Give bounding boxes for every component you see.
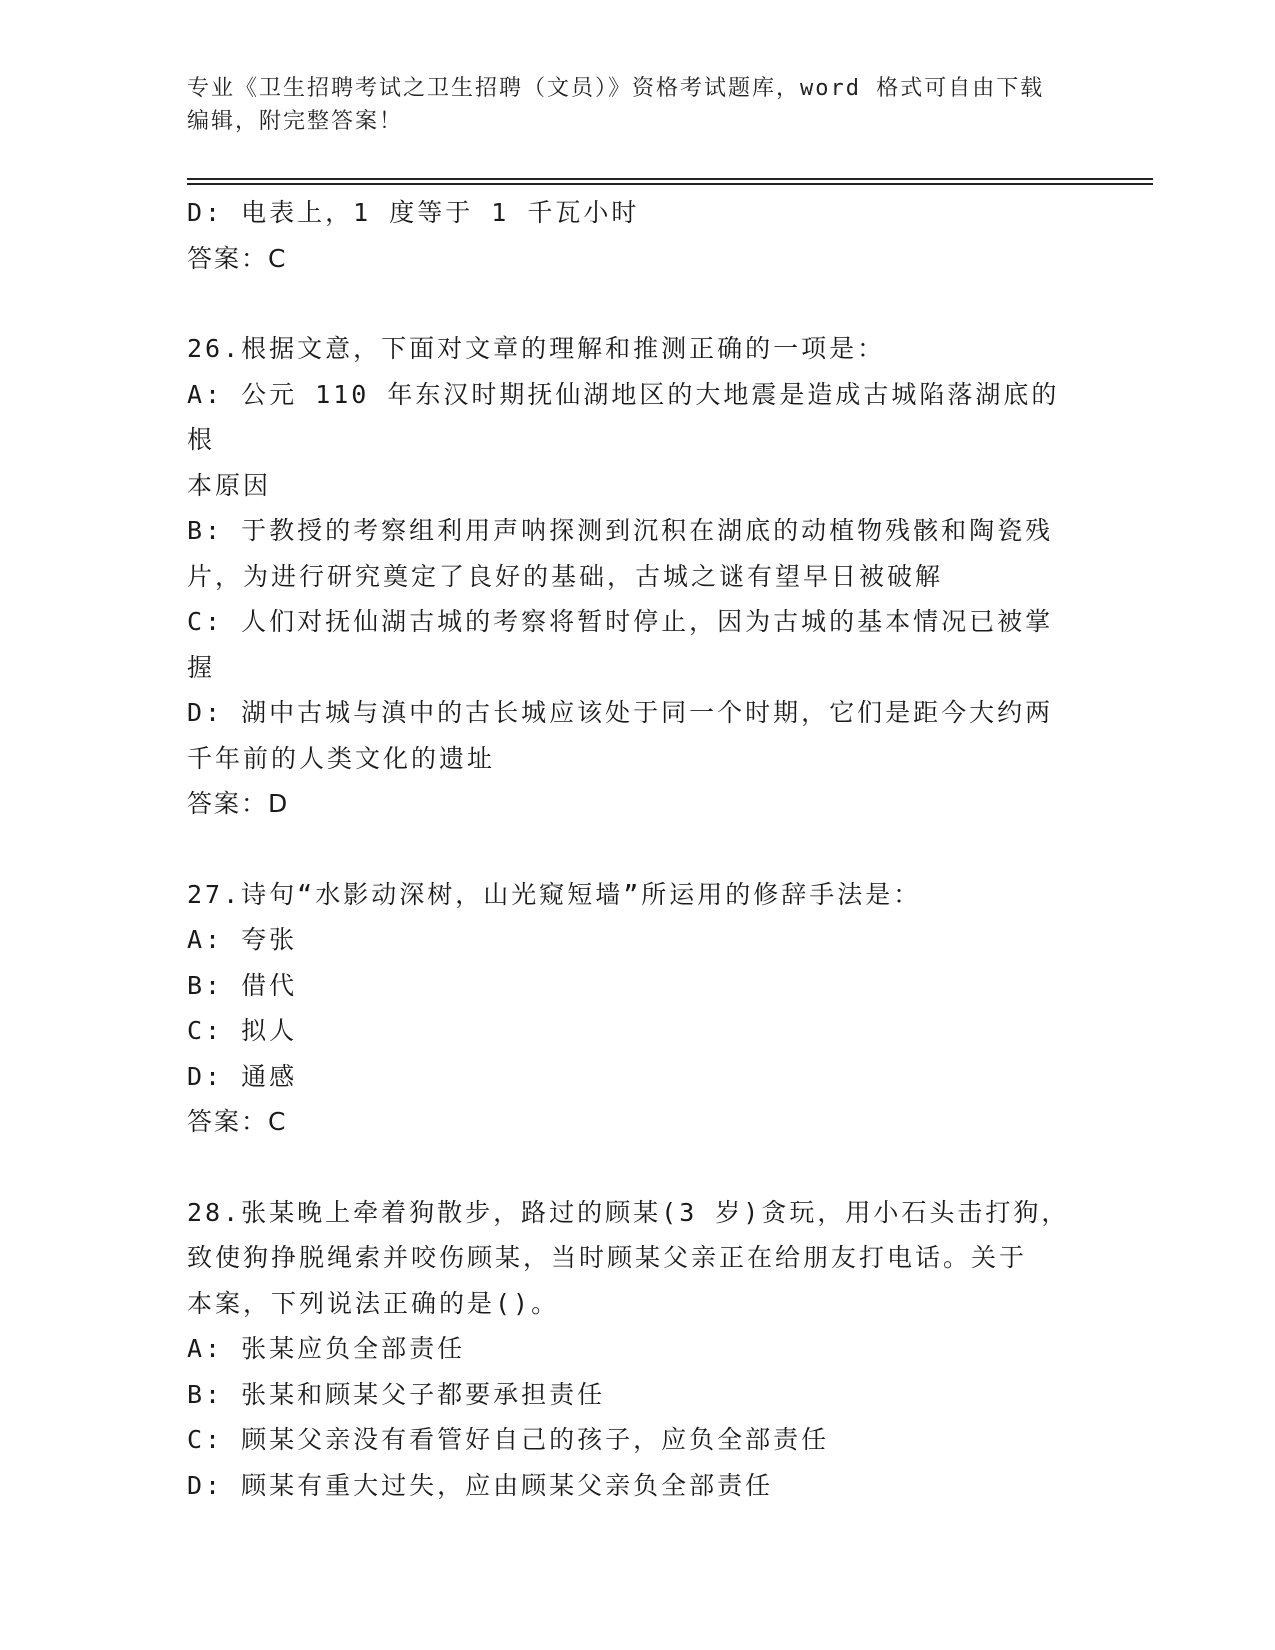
spacer <box>187 1145 1087 1190</box>
q28-question-line2: 致使狗挣脱绳索并咬伤顾某，当时顾某父亲正在给朋友打电话。关于 <box>187 1243 1028 1272</box>
question-28-block <box>187 1190 1087 1509</box>
question-content <box>187 190 1087 1508</box>
header-divider-bottom <box>187 183 1153 185</box>
q26-option-a-line2: 本原因 <box>187 470 272 500</box>
q28-option-b: B: 张某和顾某父子都要承担责任 <box>187 1379 606 1409</box>
q28-option-c: C: 顾某父亲没有看管好自己的孩子，应负全部责任 <box>187 1425 830 1454</box>
q26-option-b-line2: 片，为进行研究奠定了良好的基础，古城之谜有望早日被破解 <box>187 561 944 591</box>
q26-option-c-line1: C: 人们对抚仙湖古城的考察将暂时停止，因为古城的基本情况已被掌 <box>187 607 1054 636</box>
header-line-1: 专业《卫生招聘考试之卫生招聘（文员）》资格考试题库，word 格式可自由下载 <box>187 76 1045 101</box>
q27-option-d: D: 通感 <box>187 1061 298 1091</box>
question-27-block <box>187 872 1087 1145</box>
q25-option-d: D: 电表上，1 度等于 1 千瓦小时 <box>187 198 640 227</box>
question-26-block <box>187 326 1087 827</box>
q28-option-d: D: 顾某有重大过失，应由顾某父亲负全部责任 <box>187 1470 774 1500</box>
q28-question-line3: 本案，下列说法正确的是()。 <box>187 1288 560 1318</box>
question-25-block <box>187 190 1087 281</box>
q28-option-a: A: 张某应负全部责任 <box>187 1334 466 1363</box>
q27-question: 27.诗句“水影动深树，山光窥短墙”所运用的修辞手法是： <box>187 879 922 909</box>
q26-option-a-line1: A: 公元 110 年东汉时期抚仙湖地区的大地震是造成古城陷落湖底的根 <box>187 379 1060 454</box>
spacer <box>187 281 1087 326</box>
q26-option-b-line1: B: 于教授的考察组利用声呐探测到沉积在湖底的动植物残骸和陶瓷残 <box>187 516 1054 545</box>
q25-answer: 答案：C <box>187 243 288 273</box>
q26-answer: 答案：D <box>187 789 290 818</box>
q27-option-a: A: 夸张 <box>187 925 298 954</box>
header-divider-top <box>187 178 1153 180</box>
q27-option-c: C: 拟人 <box>187 1016 298 1045</box>
q27-option-b: B: 借代 <box>187 970 298 1000</box>
header-line-2: 编辑，附完整答案！ <box>187 109 404 134</box>
document-header <box>187 72 1087 138</box>
q26-question: 26.根据文意，下面对文章的理解和推测正确的一项是： <box>187 334 886 363</box>
q27-answer: 答案：C <box>187 1107 288 1136</box>
q26-option-d-line2: 千年前的人类文化的遗址 <box>187 743 496 773</box>
q28-question-line1: 28.张某晚上牵着狗散步，路过的顾某(3 岁)贪玩，用小石头击打狗， <box>187 1197 1070 1227</box>
q26-option-c-line2: 握 <box>187 652 216 682</box>
spacer <box>187 827 1087 872</box>
q26-option-d-line1: D: 湖中古城与滇中的古长城应该处于同一个时期，它们是距今大约两 <box>187 698 1054 727</box>
